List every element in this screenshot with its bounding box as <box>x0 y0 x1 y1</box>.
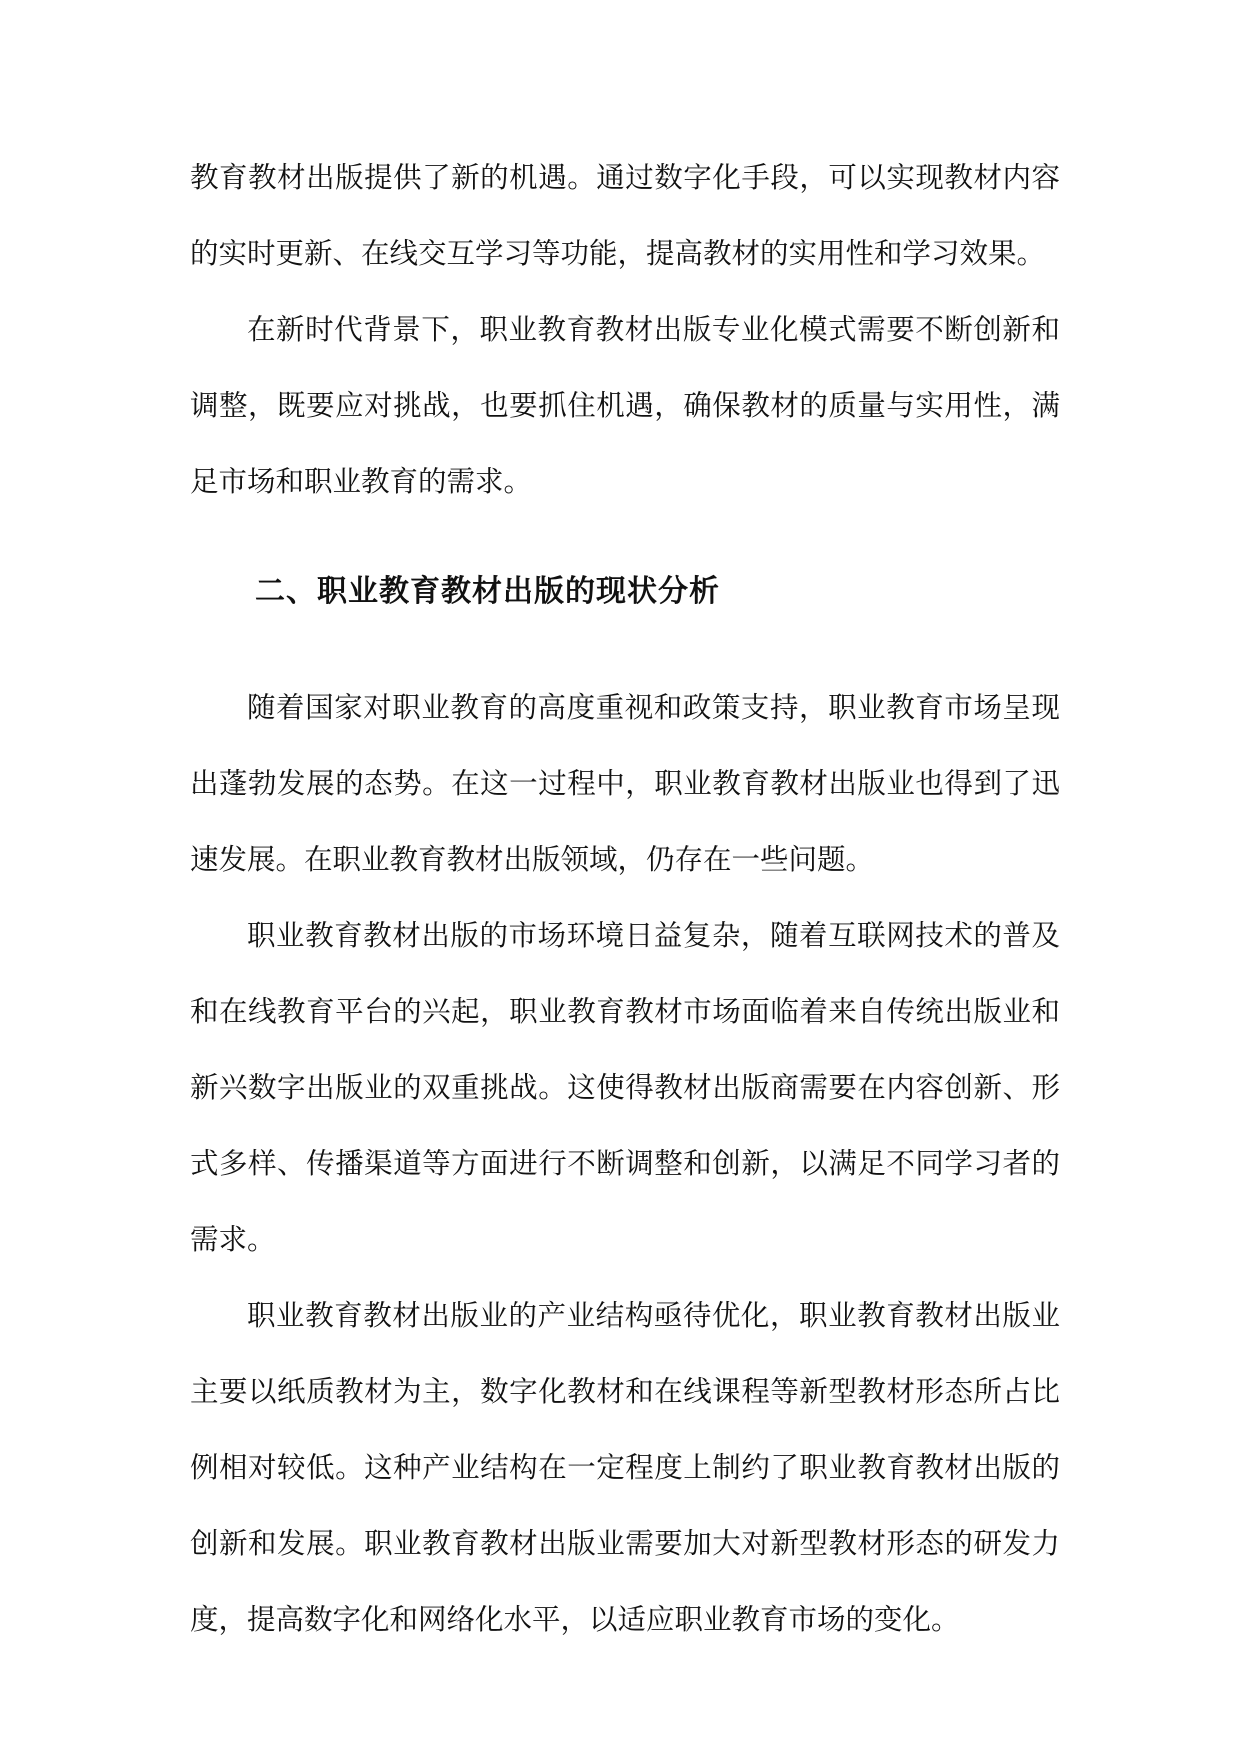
body-paragraph-5: 职业教育教材出版业的产业结构亟待优化，职业教育教材出版业主要以纸质教材为主，数字化教材和在线课程等新型教材形态所占比例相对较低。这种产业结构在一定程度上制约了职业教育教材出版的创新和发展。职业教育教材出版业需要加大对新型教材形态的研发力度，提高数字化和网络化水平，以适应职业教育市场的变化。 <box>190 1299 1060 1636</box>
body-paragraph-1: 教育教材出版提供了新的机遇。通过数字化手段，可以实现教材内容的实时更新、在线交互学习等功能，提高教材的实用性和学习效果。 <box>190 161 1060 270</box>
body-paragraph-3: 随着国家对职业教育的高度重视和政策支持，职业教育市场呈现出蓬勃发展的态势。在这一过程中，职业教育教材出版业也得到了迅速发展。在职业教育教材出版领域，仍存在一些问题。 <box>190 691 1060 876</box>
document-body <box>190 140 1060 1658</box>
body-paragraph-2: 在新时代背景下，职业教育教材出版专业化模式需要不断创新和调整，既要应对挑战，也要抓住机遇，确保教材的质量与实用性，满足市场和职业教育的需求。 <box>190 313 1060 498</box>
section-heading: 二、职业教育教材出版的现状分析 <box>255 574 720 609</box>
body-paragraph-4: 职业教育教材出版的市场环境日益复杂，随着互联网技术的普及和在线教育平台的兴起，职业教育教材市场面临着来自传统出版业和新兴数字出版业的双重挑战。这使得教材出版商需要在内容创新、形式多样、传播渠道等方面进行不断调整和创新，以满足不同学习者的需求。 <box>190 919 1060 1256</box>
